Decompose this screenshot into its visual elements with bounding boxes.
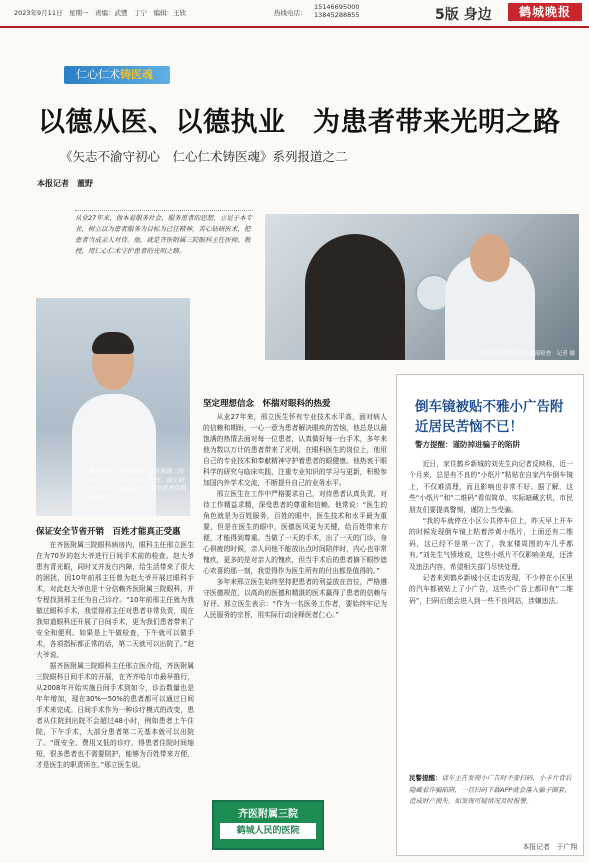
- side-story-subhead: 警方提醒：谨防掉进骗子的陷阱: [415, 440, 520, 449]
- column-tag-em: 铸医魂: [120, 68, 153, 81]
- issue-meta: 2023年9月11日 星期一 责编：武豐 丁宁 编辑：王欣: [14, 9, 186, 17]
- newspaper-logo: 鹤城晚报: [508, 3, 582, 21]
- paragraph: “我的车就停在小区公共停车位上，昨天早上开车的时候发现倒车镜上粘着涉黄小纸片，上面还有二维码，这已经不是第一次了，我家楼周围的车几乎都有。”刘先生气愤地说，这些小纸片不仅影响美观，还涉及违法内容，希望相关部门尽快处理。: [409, 517, 573, 571]
- hotline-label: 热线电话：: [274, 9, 307, 17]
- paragraph: 在齐医附属三院眼科病房内，眼科主任邢立医生在为70岁的赵大爷进行日间手术前的检查。赵大爷患有青光眼，同时又并发白内障，给生活带来了很大的困扰，因10年前邢主任曾为赵大爷开展过眼科手术，对此赵大爷也是十分信赖齐医附属三院眼科，并专程找到邢主任为自己诊疗。“10年前邢主任就为我做过眼科手术，我觉得邢主任对患者非常负责，现在我知道眼科还开展了日间手术，更为我们患者带来了安全和便利。如果是上午做检查，下午就可以做手术，各项指标都正常的话，第二天就可以出院了。”赵大爷说。: [36, 541, 194, 659]
- article-abstract: 从业27年来，他本着服务社会、服务患者的思想，立足于本专业，树立以为患者服务为目标为己任精神，苦心钻研医术，把患者当成亲人对待。他，就是齐医附属三院眼科主任医师、教授，用仁心仁术守护患者的光明之路。: [75, 210, 253, 257]
- portrait-caption: 邢立医生，中共党员，齐医附属三院眼科主任、主任医师、教授、硕士研究生导师，从医27年，深受患者信赖和好评。: [88, 468, 186, 501]
- portrait-photo: [36, 298, 190, 516]
- hospital-name: 齐医附属三院: [238, 809, 298, 820]
- hotline-number-2: 13845288855: [314, 11, 360, 19]
- police-note-text: 请车主在发现小广告时不要扫码，小卡片背后隐藏着诈骗陷阱，一旦扫码下载APP就会落入骗子圈套，造成财产损失。如发现可疑情况及时报警。: [409, 774, 572, 805]
- patient-figure: [305, 234, 405, 360]
- side-story: [396, 374, 584, 856]
- exam-photo: [265, 214, 579, 360]
- police-note-label: 民警提醒：: [409, 774, 442, 782]
- section-2-title: 坚定理想信念 怀揣对眼科的热爱: [203, 399, 331, 409]
- paragraph: 多年来邢立医生始终坚持把患者的利益放在首位，严格遵守医德规范，以高尚的医德和精湛的医术赢得了患者的信赖与好评。邢立医生表示：“作为一名医务工作者，要始终牢记为人民服务的宗旨，用实际行动诠释医者仁心。”: [203, 578, 387, 619]
- edition-label: 5版 身边: [435, 7, 492, 23]
- column-tag: [64, 66, 170, 84]
- paragraph: 据齐医附属三院眼科主任邢立医介绍，齐医附属三院眼科日间手术的开展，在齐齐哈尔市最早推行，从2008年开始实施日间手术到如今，诊治数量也是年年增加，现在30%—50%的患者都可以通过日间手术来完成。日间手术作为一种诊疗模式的改变，患者从住院到出院不会超过48小时，例如患者上午住院，下午手术，大部分患者第二天基本就可以出院了。“既安全、费用又低的诊疗，得患者住院时间缩短，很多患者也不需要陪护，能够为百姓带来方便，才是医生的职责所在。”邢立医生说。: [36, 662, 194, 769]
- paragraph: 从业27年来，邢立医生怀有专业技术水平高，面对病人的信赖和期盼，一心一意为患者解决眼疾的苦恼，他总是以最饱满的热情去面对每一位患者，认真做好每一台手术，多年来他为数以万计的患者带来了光明，在眼科医生的岗位上，他用自己的专业技术和奉献精神守护着患者的眼健康。他热衷于眼科学的研究与临床实践，注重专业知识的学习与更新，积极参加国内外学术交流，不断提升自己的业务水平。: [203, 413, 387, 487]
- hotline-numbers: [314, 3, 360, 19]
- page-header: [0, 0, 589, 28]
- paragraph: 记者来到鹤乡新城小区走访发现，不少停在小区里的汽车都被贴上了小广告，这些小广告上都印有“二维码”，扫码后便会进入到一些不良网站，涉嫌违法。: [409, 574, 573, 605]
- byline: 本报记者 董野: [37, 179, 93, 188]
- side-story-body: [409, 459, 573, 769]
- side-story-signature: 本报记者 于广翔: [522, 843, 577, 851]
- portrait-hair: [92, 332, 134, 354]
- section-1-body: [36, 540, 194, 848]
- hospital-badge: [212, 800, 324, 850]
- subheadline: 《矢志不渝守初心 仁心仁术铸医魂》系列报道之二: [60, 149, 348, 164]
- police-note: [409, 773, 575, 808]
- section-1-title: 保证安全节省开销 百姓才能真正受惠: [36, 527, 181, 537]
- doctor-face: [470, 234, 510, 282]
- column-tag-pre: 仁心仁术: [76, 68, 120, 81]
- headline: 以德从医、以德执业 为患者带来光明之路: [38, 107, 561, 138]
- paragraph: 近日，家住鹤乡新城的刘先生向记者反映称，近一个月来，总是有不良的“小纸片”粘贴在自家汽车倒车镜上，不仅难清理，而且影响也非常不好。据了解，这些“小纸片”和“二维码”看似简单，实际暗藏玄机，市民朋友们要提高警惕，谨防上当受骗。: [409, 460, 573, 514]
- section-2-body: [203, 412, 387, 796]
- paragraph: 邢立医生在工作中严格要求自己，对待患者认真负责，对待工作精益求精，深受患者的尊重和信赖。他常说：“医生的角色就是为百姓服务，百姓的眼中，医生技术和水平最为重要，但是在医生的眼中，医德医风更为关键，给百姓带来方便，才能得到尊重。当做了一天的手术，出了一天的门诊，身心俱疲的时候，亲人问他不能放出点时间陪伴时，内心也非常愧疚，更多的是对亲人的愧疚，但当手术后的患者摘下眼纱遮心欢喜的那一刻，我觉得作为医生所有的付出都是值得的。”: [203, 490, 387, 575]
- side-story-headline: 倒车镜被贴不雅小广告附近居民苦恼不已！: [415, 399, 564, 435]
- hotline-number-1: 15146695000: [314, 3, 360, 11]
- hospital-slogan: 鹤城人民的医院: [220, 823, 316, 839]
- exam-photo-caption: 邢立医生为患者进行眼部检查 记者 摄: [479, 351, 575, 357]
